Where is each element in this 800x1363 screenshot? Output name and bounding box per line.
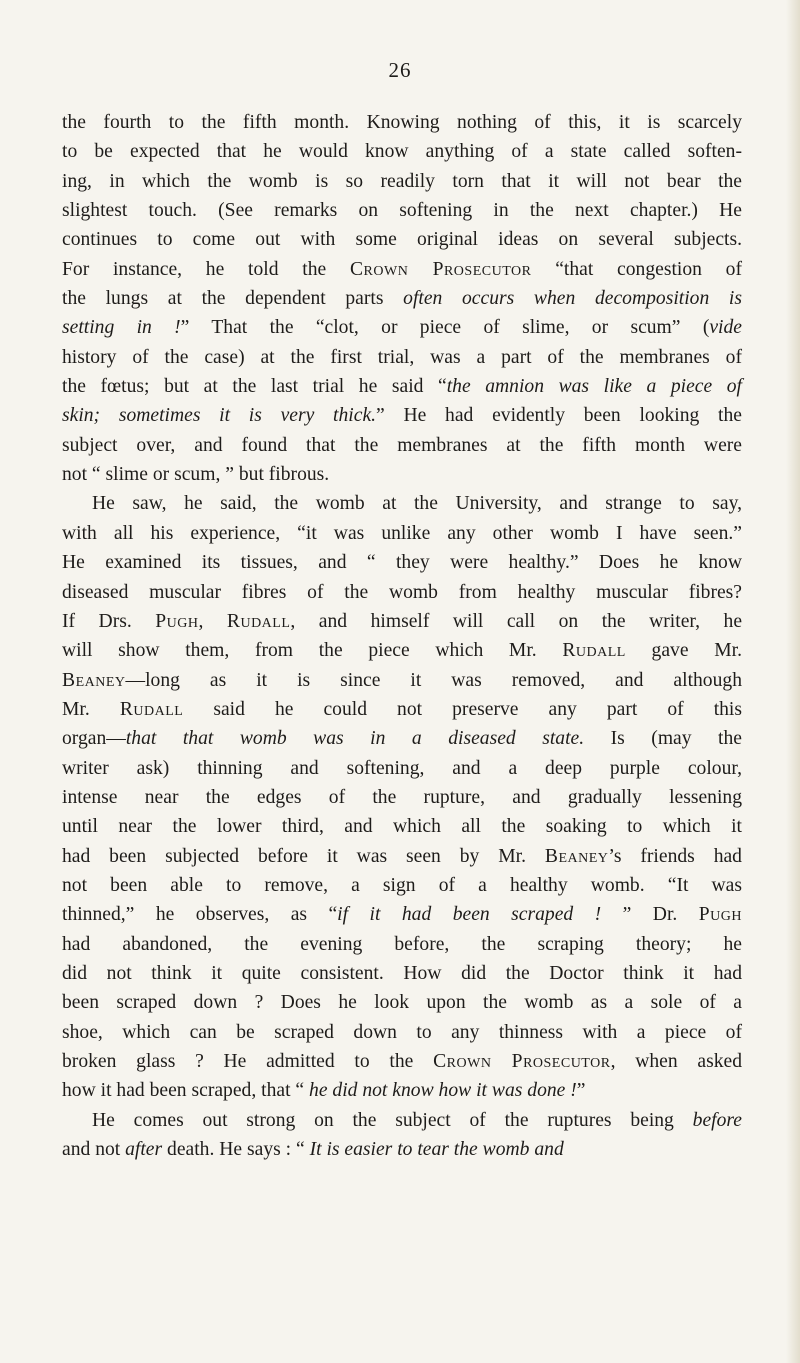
name-small-caps: Rudall	[119, 698, 184, 720]
name-small-caps: Rudall	[226, 610, 291, 632]
italic-text: the amnion was like a piece of	[446, 376, 742, 398]
text-line	[62, 842, 742, 871]
text-segment: had abandoned, the evening before, the scraping theory; he	[62, 933, 742, 955]
text-segment: history of the case) at the first trial, was a part of the membranes of	[62, 346, 742, 368]
text-line	[62, 255, 742, 284]
text-segment: “that congestion of	[531, 258, 743, 280]
text-segment: ” Dr.	[601, 904, 699, 926]
paragraph-p1	[62, 108, 742, 489]
text-segment: continues to come out with some original ideas on several subjects.	[62, 229, 742, 251]
text-segment: not been able to remove, a sign of a healthy womb. “It was	[62, 874, 742, 896]
text-line	[62, 636, 742, 665]
text-segment: , and himself will call on the writer, he	[290, 610, 743, 632]
text-line	[62, 401, 742, 430]
text-line	[62, 1076, 742, 1105]
italic-text: he did not know how it was done !	[309, 1080, 577, 1102]
text-line	[62, 930, 742, 959]
text-line	[62, 812, 742, 841]
page-edge-shadow	[786, 0, 800, 1363]
text-line	[62, 431, 742, 460]
text-line	[62, 607, 742, 636]
text-segment: He examined its tissues, and “ they were healthy.” Does he know	[62, 552, 742, 574]
text-line	[62, 313, 742, 342]
text-line	[62, 548, 742, 577]
text-segment: the lungs at the dependent parts	[62, 288, 404, 310]
text-segment: with all his experience, “it was unlike any other womb I have seen.”	[62, 522, 742, 544]
text-line	[62, 1018, 742, 1047]
italic-text: setting in !	[62, 317, 181, 339]
text-segment: ”	[576, 1080, 586, 1102]
text-segment: organ—	[62, 728, 126, 750]
text-line	[62, 372, 742, 401]
italic-text: that that womb was in a diseased state.	[125, 728, 585, 750]
name-small-caps: Crown Prosecutor	[349, 258, 532, 280]
text-segment: until near the lower third, and which all the soaking to which it	[62, 816, 742, 838]
name-small-caps: Beaney	[544, 845, 609, 867]
text-segment: ” That the “clot, or piece of slime, or scum” (	[180, 317, 710, 339]
text-line	[62, 871, 742, 900]
text-line	[62, 343, 742, 372]
name-small-caps: Beaney	[62, 669, 126, 691]
text-line	[62, 225, 742, 254]
paragraph-p2	[62, 489, 742, 1105]
text-line	[62, 754, 742, 783]
text-segment: how it had been scraped, that “	[62, 1080, 310, 1102]
text-line	[62, 519, 742, 548]
italic-text: skin; sometimes it is very thick.	[62, 405, 377, 427]
text-line	[62, 724, 742, 753]
text-segment: death. He says : “	[162, 1139, 310, 1161]
text-segment: slightest touch. (See remarks on softening in the next chapter.) He	[62, 200, 742, 222]
italic-text: before	[692, 1109, 742, 1131]
text-segment: been scraped down ? Does he look upon the womb as a sole of a	[62, 992, 742, 1014]
text-segment: ’s friends had	[608, 845, 742, 867]
text-segment: said he could not preserve any part of this	[183, 698, 743, 720]
text-line	[62, 460, 742, 489]
italic-text: vide	[709, 317, 742, 339]
text-segment: will show them, from the piece which Mr.	[62, 640, 563, 662]
text-line	[62, 1135, 742, 1164]
text-segment: did not think it quite consistent. How did the Doctor think it had	[62, 962, 742, 984]
text-line	[62, 108, 742, 137]
text-segment: subject over, and found that the membranes at the fifth month were	[62, 434, 742, 456]
text-line	[62, 167, 742, 196]
text-segment: ” He had evidently been looking the	[376, 405, 742, 427]
text-segment: thinned,” he observes, as “	[62, 904, 338, 926]
text-line	[62, 489, 742, 518]
text-segment: He comes out strong on the subject of the ruptures being	[92, 1109, 693, 1131]
text-line	[62, 284, 742, 313]
text-segment: —long as it is since it was removed, and although	[125, 669, 742, 691]
text-segment: , when asked	[610, 1051, 743, 1072]
name-small-caps: Crown Prosecutor	[433, 1051, 611, 1072]
text-segment: He saw, he said, the womb at the University, and strange to say,	[92, 493, 742, 515]
text-line	[62, 1047, 742, 1076]
text-segment: ing, in which the womb is so readily torn that it will not bear the	[62, 170, 742, 192]
text-segment: writer ask) thinning and softening, and a deep purple colour,	[62, 757, 742, 779]
text-segment: Mr.	[62, 698, 120, 720]
text-line	[62, 666, 742, 695]
text-segment: shoe, which can be scraped down to any thinness with a piece of	[62, 1021, 742, 1043]
paragraph-p3	[62, 1106, 742, 1165]
text-line	[62, 137, 742, 166]
text-line	[62, 988, 742, 1017]
text-segment: gave Mr.	[625, 640, 742, 662]
text-segment: If Drs.	[62, 610, 156, 632]
name-small-caps: Pugh	[155, 610, 199, 632]
text-segment: broken glass ? He admitted to the	[62, 1051, 434, 1072]
text-line	[62, 959, 742, 988]
page-number: 26	[388, 58, 412, 82]
text-segment: the fourth to the fifth month. Knowing nothing of this, it is scarcely	[62, 112, 742, 133]
name-small-caps: Rudall	[562, 640, 626, 662]
text-line	[62, 783, 742, 812]
italic-text: after	[125, 1139, 163, 1161]
body-text	[62, 108, 742, 1164]
italic-text: often occurs when decomposition is	[403, 288, 742, 310]
text-segment: to be expected that he would know anything of a state called soften-	[62, 141, 742, 163]
text-segment: ,	[198, 610, 227, 632]
text-segment: and not	[62, 1139, 126, 1161]
text-line	[62, 196, 742, 225]
text-line	[62, 578, 742, 607]
text-segment: not “ slime or scum, ” but fibrous.	[62, 464, 330, 486]
text-segment: diseased muscular fibres of the womb from healthy muscular fibres?	[62, 581, 742, 603]
name-small-caps: Pugh	[698, 904, 742, 926]
italic-text: It is easier to tear the womb and	[309, 1139, 564, 1161]
text-line	[62, 900, 742, 929]
text-segment: had been subjected before it was seen by Mr.	[62, 845, 545, 867]
text-line	[62, 695, 742, 724]
text-segment: Is (may the	[584, 728, 742, 750]
text-line	[62, 1106, 742, 1135]
text-segment: For instance, he told the	[62, 258, 350, 280]
italic-text: if it had been scraped !	[337, 904, 602, 926]
text-segment: intense near the edges of the rupture, and gradually lessening	[62, 786, 742, 808]
text-segment: the fœtus; but at the last trial he said “	[62, 376, 447, 398]
